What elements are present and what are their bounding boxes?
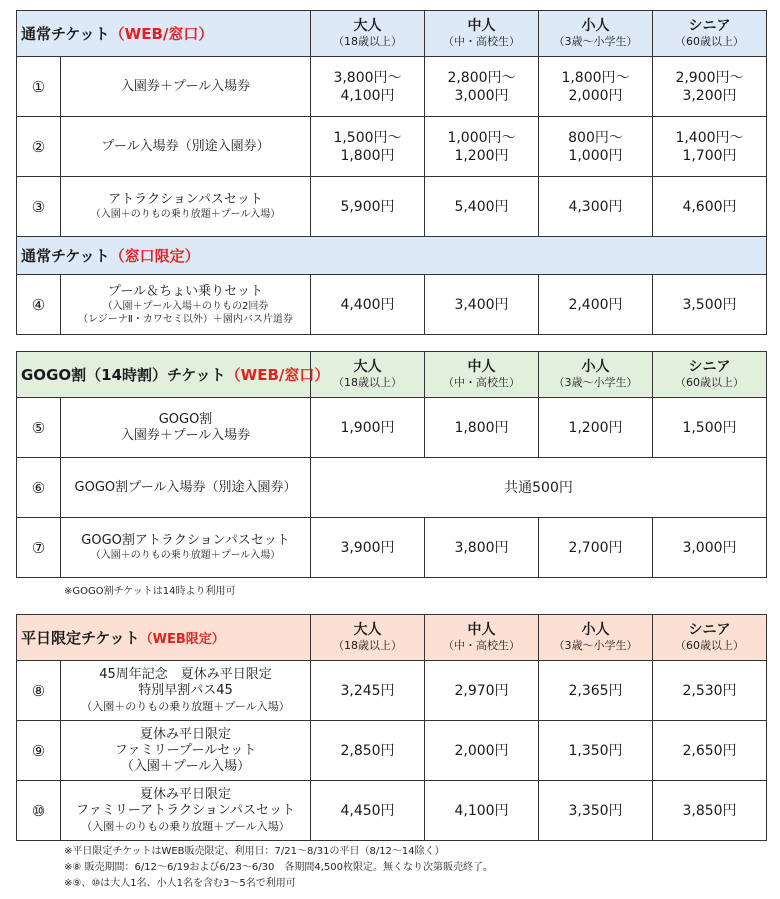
price-child: 2,700円: [539, 518, 653, 578]
section1-header-row: [17, 11, 767, 57]
price-child: 1,350円: [539, 721, 653, 781]
price-junior: 3,400円: [425, 275, 539, 335]
price-adult: 4,400円: [311, 275, 425, 335]
ticket-name: アトラクションパスセット （入園＋のりもの乗り放題＋プール入場）: [61, 177, 311, 237]
row-number: ④: [17, 275, 61, 335]
row-number: ①: [17, 57, 61, 117]
price-junior: 1,800円: [425, 398, 539, 458]
col-adult: 大人 （18歳以上）: [311, 352, 425, 398]
row-number: ②: [17, 117, 61, 177]
price-child: 800円～ 1,000円: [539, 117, 653, 177]
col-senior: シニア （60歳以上）: [653, 352, 767, 398]
ticket-name: GOGO割プール入場券（別途入園券）: [61, 458, 311, 518]
price-adult: 1,500円～ 1,800円: [311, 117, 425, 177]
table-row: [17, 721, 767, 781]
col-child: 小人 （3歳～小学生）: [539, 615, 653, 661]
col-junior: 中人 （中・高校生）: [425, 352, 539, 398]
col-junior: 中人 （中・高校生）: [425, 615, 539, 661]
price-child: 4,300円: [539, 177, 653, 237]
col-senior: シニア （60歳以上）: [653, 11, 767, 57]
gogo-footnote: ※GOGO割チケットは14時より利用可: [64, 586, 236, 597]
col-senior: シニア （60歳以上）: [653, 615, 767, 661]
price-adult: 5,900円: [311, 177, 425, 237]
price-senior: 2,900円～ 3,200円: [653, 57, 767, 117]
row-number: ⑩: [17, 781, 61, 841]
table-row: [17, 781, 767, 841]
price-adult: 3,245円: [311, 661, 425, 721]
price-junior: 5,400円: [425, 177, 539, 237]
row-number: ⑧: [17, 661, 61, 721]
price-child: 2,365円: [539, 661, 653, 721]
col-child: 小人 （3歳～小学生）: [539, 11, 653, 57]
col-adult: 大人 （18歳以上）: [311, 11, 425, 57]
ticket-name: 45周年記念 夏休み平日限定 特別早割パス45 （入園＋のりもの乗り放題＋プール入場）: [61, 661, 311, 721]
price-junior: 4,100円: [425, 781, 539, 841]
price-child: 1,800円～ 2,000円: [539, 57, 653, 117]
price-senior: 2,650円: [653, 721, 767, 781]
price-senior: 1,400円～ 1,700円: [653, 117, 767, 177]
section4-title: 平日限定チケット（WEB限定）: [17, 615, 311, 661]
section2-title: 通常チケット（窓口限定）: [17, 237, 767, 275]
price-junior: 2,800円～ 3,000円: [425, 57, 539, 117]
price-common: 共通500円: [311, 458, 767, 518]
table-row: [17, 275, 767, 335]
row-number: ⑨: [17, 721, 61, 781]
ticket-name: GOGO割アトラクションパスセット （入園＋のりもの乗り放題＋プール入場）: [61, 518, 311, 578]
table-row: [17, 398, 767, 458]
table-row: [17, 57, 767, 117]
price-junior: 3,800円: [425, 518, 539, 578]
weekday-footnote-2: ※⑧ 販売期間：6/12～6/19および6/23～6/30 各期間4,500枚限定。無くなり次第販売終了。: [64, 862, 493, 873]
price-junior: 1,000円～ 1,200円: [425, 117, 539, 177]
price-junior: 2,970円: [425, 661, 539, 721]
ticket-name: GOGO割 入園券＋プール入場券: [61, 398, 311, 458]
price-senior: 3,500円: [653, 275, 767, 335]
price-senior: 4,600円: [653, 177, 767, 237]
price-junior: 2,000円: [425, 721, 539, 781]
row-number: ③: [17, 177, 61, 237]
row-number: ⑤: [17, 398, 61, 458]
price-child: 2,400円: [539, 275, 653, 335]
table-row: [17, 117, 767, 177]
ticket-name: プール＆ちょい乗りセット （入園＋プール入場＋のりもの2回券 （レジーナⅡ・カワセミ以外）＋園内バス片道券: [61, 275, 311, 335]
row-number: ⑦: [17, 518, 61, 578]
price-adult: 1,900円: [311, 398, 425, 458]
price-senior: 3,850円: [653, 781, 767, 841]
section3-title: GOGO割（14時割）チケット（WEB/窓口）: [17, 352, 311, 398]
weekday-ticket-table: [16, 614, 767, 841]
regular-ticket-table: [16, 10, 767, 335]
price-senior: 2,530円: [653, 661, 767, 721]
gogo-ticket-table: [16, 351, 767, 578]
price-adult: 2,850円: [311, 721, 425, 781]
table-row: [17, 458, 767, 518]
ticket-name: プール入場券（別途入園券）: [61, 117, 311, 177]
col-child: 小人 （3歳～小学生）: [539, 352, 653, 398]
ticket-name: 夏休み平日限定 ファミリープールセット （入園＋プール入場）: [61, 721, 311, 781]
table-row: [17, 661, 767, 721]
price-senior: 1,500円: [653, 398, 767, 458]
section2-header-row: [17, 237, 767, 275]
price-adult: 4,450円: [311, 781, 425, 841]
section3-header-row: [17, 352, 767, 398]
table-row: [17, 177, 767, 237]
section4-header-row: [17, 615, 767, 661]
row-number: ⑥: [17, 458, 61, 518]
price-adult: 3,800円～ 4,100円: [311, 57, 425, 117]
ticket-name: 入園券＋プール入場券: [61, 57, 311, 117]
col-adult: 大人 （18歳以上）: [311, 615, 425, 661]
price-adult: 3,900円: [311, 518, 425, 578]
col-junior: 中人 （中・高校生）: [425, 11, 539, 57]
weekday-footnote-1: ※平日限定チケットはWEB販売限定、利用日：7/21～8/31の平日（8/12～14除く）: [64, 846, 445, 857]
price-child: 3,350円: [539, 781, 653, 841]
ticket-name: 夏休み平日限定 ファミリーアトラクションパスセット （入園＋のりもの乗り放題＋プール入場）: [61, 781, 311, 841]
section1-title: 通常チケット（WEB/窓口）: [17, 11, 311, 57]
price-child: 1,200円: [539, 398, 653, 458]
price-senior: 3,000円: [653, 518, 767, 578]
weekday-footnote-3: ※⑨、⑩は大人1名、小人1名を含む3～5名で利用可: [64, 878, 296, 889]
table-row: [17, 518, 767, 578]
